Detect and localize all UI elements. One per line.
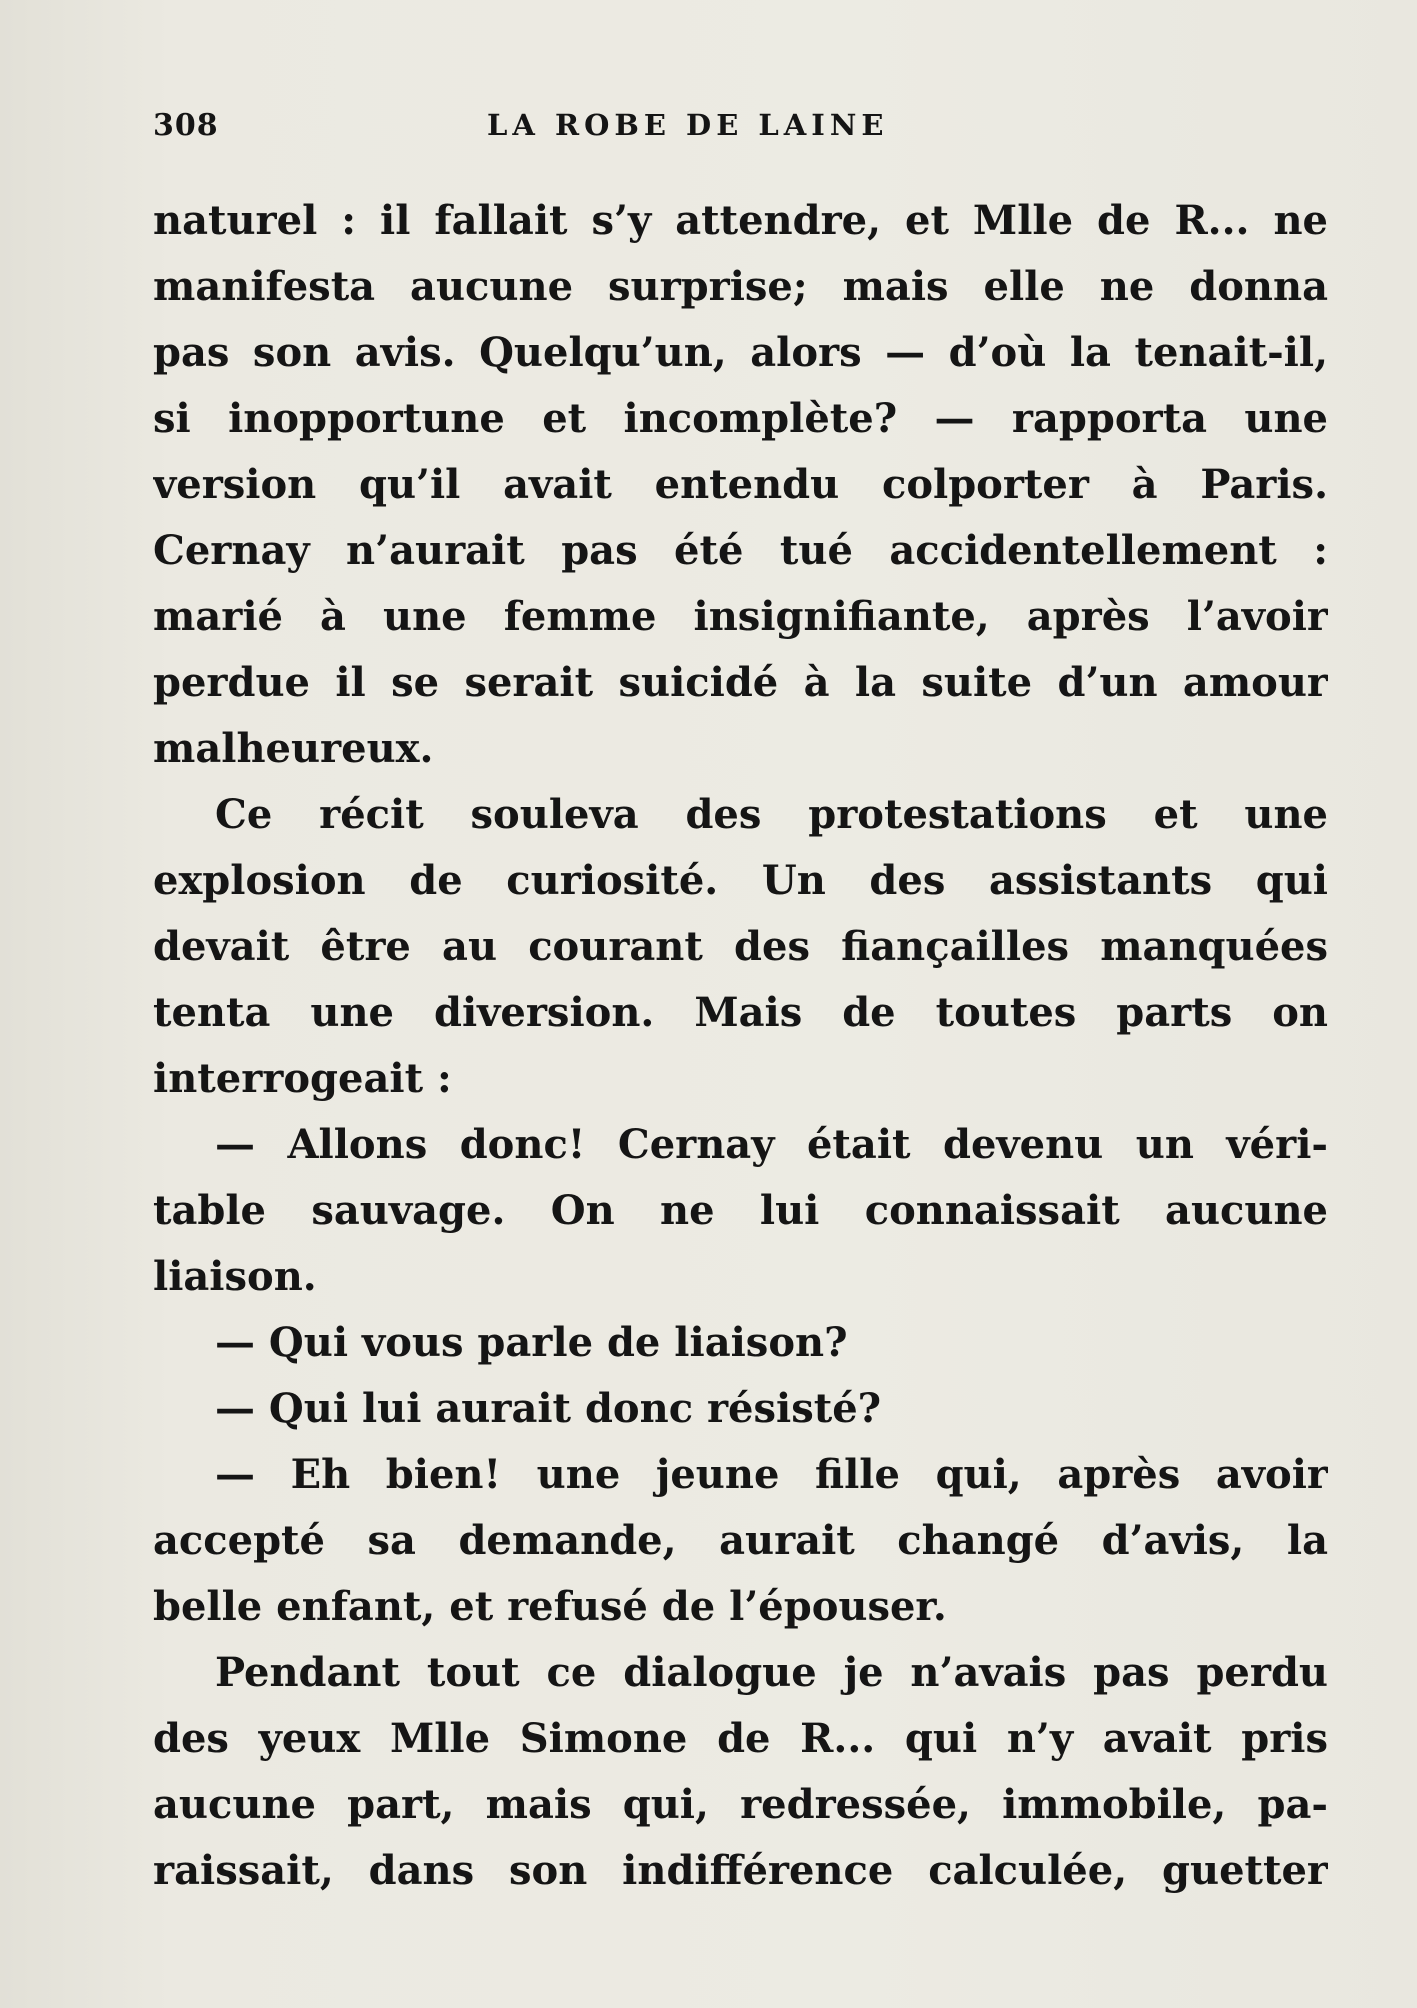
text-line: manifesta aucune surprise; mais elle ne donna — [153, 263, 1328, 310]
text-line: si inopportune et incomplète? — rapporta une — [153, 395, 1328, 442]
text-line: liaison. — [153, 1253, 317, 1300]
text-line: version qu’il avait entendu colporter à Paris. — [153, 461, 1328, 508]
text-line: belle enfant, et refusé de l’épouser. — [153, 1583, 947, 1630]
text-line: marié à une femme insignifiante, après l’avoir — [153, 593, 1328, 640]
running-title: LA ROBE DE LAINE — [487, 108, 889, 142]
running-head — [153, 108, 996, 148]
text-line: des yeux Mlle Simone de R... qui n’y avait pris — [153, 1715, 1328, 1762]
page-number: 308 — [153, 108, 219, 143]
text-line: pas son avis. Quelqu’un, alors — d’où la tenait-il, — [153, 329, 1328, 376]
text-line: naturel : il fallait s’y attendre, et Mlle de R... ne — [153, 197, 1328, 244]
text-line: interrogeait : — [153, 1055, 452, 1102]
text-line: explosion de curiosité. Un des assistants qui — [153, 857, 1328, 904]
text-line: Ce récit souleva des protestations et une — [215, 791, 1328, 838]
body-text — [153, 188, 1328, 1904]
text-line: — Allons donc! Cernay était devenu un véri- — [215, 1121, 1328, 1168]
text-line: Pendant tout ce dialogue je n’avais pas perdu — [215, 1649, 1328, 1696]
text-line: table sauvage. On ne lui connaissait aucune — [153, 1187, 1328, 1234]
text-line: raissait, dans son indifférence calculée, guetter — [153, 1847, 1328, 1894]
text-line: — Qui vous parle de liaison? — [215, 1319, 848, 1366]
text-line: perdue il se serait suicidé à la suite d’un amour — [153, 659, 1328, 706]
text-line: devait être au courant des fiançailles manquées — [153, 923, 1328, 970]
text-line: malheureux. — [153, 725, 434, 772]
text-line: Cernay n’aurait pas été tué accidentellement : — [153, 527, 1328, 574]
text-line: — Qui lui aurait donc résisté? — [215, 1385, 882, 1432]
text-line: — Eh bien! une jeune fille qui, après avoir — [215, 1451, 1328, 1498]
text-line: aucune part, mais qui, redressée, immobile, pa- — [153, 1781, 1328, 1828]
text-line: accepté sa demande, aurait changé d’avis, la — [153, 1517, 1328, 1564]
text-line: tenta une diversion. Mais de toutes parts on — [153, 989, 1328, 1036]
